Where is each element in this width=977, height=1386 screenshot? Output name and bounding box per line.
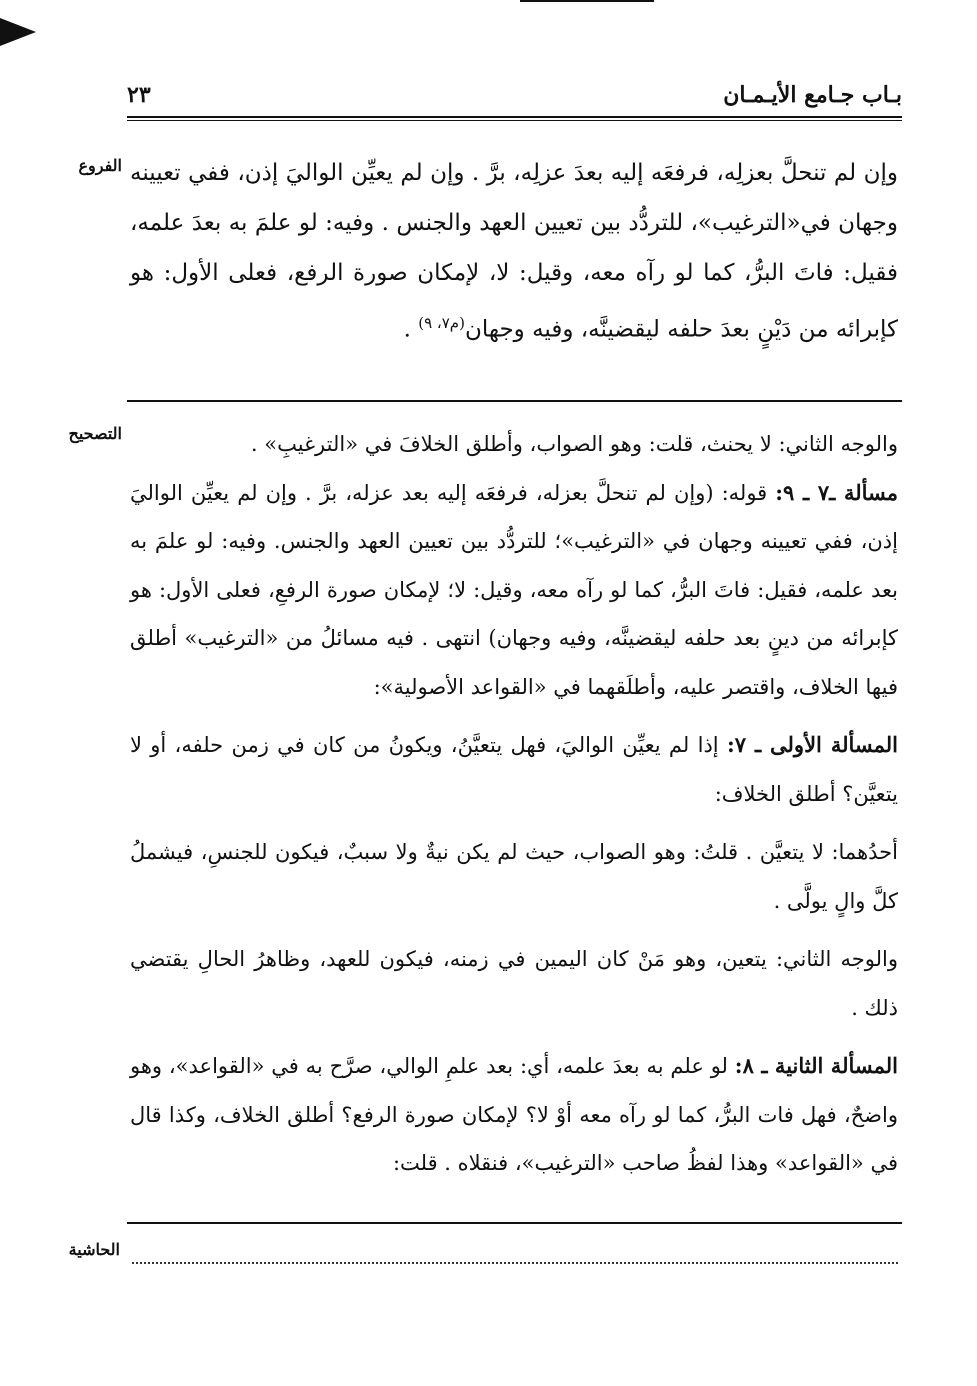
chapter-title: بـاب جـامع الأيـمـان (723, 82, 902, 108)
section-divider (127, 400, 902, 402)
section-label-furu: الفروع (78, 156, 122, 175)
issue-text: قوله: (وإن لم تنحلَّ بعزله، فرفعَه إليه بعد عزله، برَّ . وإن لم يعيِّن الواليَ إذن، ففي تعيينه وجهان في «الترغيب»؛ للتردُّد بين تعيين العهد والجنس. وفيه: لو علمَ به بعد علمه، فقيل: فاتَ البرُّ، كما لو رآه معه، وقيل: لا؛ لإمكان صورة الرفعِ، فعلى الأول: هو كإبرائه من دينٍ بعد حلفه ليقضينَّه، وفيه وجهان) انتهى . فيه مسائلُ من «الترغيب» أطلق فيها الخلاف، واقتصر عليه، وأطلَقهما في «القواعد الأصولية»: (130, 480, 898, 699)
tashih-paragraph-5: والوجه الثاني: يتعين، وهو مَنْ كان اليمين في زمنه، فيكون للعهد، وظاهرُ الحالِ يقتضي ذلك . (130, 947, 898, 1020)
page-header (127, 80, 902, 114)
footnote-ref: (م٧، ٩) (418, 314, 465, 332)
footer-divider (127, 1222, 902, 1224)
tashih-paragraph-1: والوجه الثاني: لا يحنث، قلت: وهو الصواب، وأطلق الخلافَ في «الترغيبِ» . (250, 432, 898, 456)
top-rule (520, 0, 654, 2)
furu-end: . (403, 316, 411, 343)
tashih-paragraph-4: أحدُهما: لا يتعيَّن . قلتُ: وهو الصواب، حيث لم يكن نيةٌ ولا سببٌ، فيكون للجنسِ، فيشملُ كلَّ والٍ يولَّى . (130, 840, 898, 913)
header-rule (127, 116, 902, 118)
section-label-tashih: التصحيح (68, 424, 122, 443)
corner-arrow-icon (0, 18, 36, 46)
section-label-hashiya: الحاشية (68, 1240, 120, 1259)
furu-paragraph (130, 148, 898, 355)
hashiya-dotted-line (132, 1262, 898, 1264)
tashih-text-block (130, 420, 898, 1188)
page-number: ٢٣ (127, 82, 151, 108)
second-issue-text: لو علم به بعدَ علمه، أي: بعد علمِ الوالي، صرَّح به في «القواعد»، وهو واضحٌ، فهل فات البرُّ، كما لو رآه معه أوْ لا؟ لإمكان صورة الرفع؟ أطلق الخلاف، وكذا قال في «القواعد» وهذا لفظُ صاحب «الترغيب»، فنقلاه . قلت: (130, 1054, 898, 1175)
tashih-paragraph-3 (130, 721, 898, 818)
tashih-paragraph-2 (130, 469, 898, 712)
furu-text: وإن لم تنحلَّ بعزلِه، فرفعَه إليه بعدَ عزلِه، برَّ . وإن لم يعيِّن الواليَ إذن، ففي تعيينه وجهان في«الترغيب»، للتردُّد بين تعيين العهد والجنس . وفيه: لو علمَ به بعدَ علمه، فقيل: فاتَ البرُّ، كما لو رآه معه، وقيل: لا، لإمكان صورة الرفع، فعلى الأول: هو كإبرائه من دَيْنٍ بعدَ حلفه ليقضينَّه، وفيه وجهان (130, 160, 898, 343)
first-issue-heading: المسألة الأولى ـ ٧: (726, 732, 898, 757)
second-issue-heading: المسألة الثانية ـ ٨: (734, 1053, 898, 1078)
furu-text-block (130, 148, 898, 355)
header-rule-thin (127, 120, 902, 121)
tashih-paragraph-6 (130, 1042, 898, 1188)
issue-heading: مسألة ـ٧ ـ ٩: (775, 479, 898, 505)
first-issue-text: إذا لم يعيِّن الواليَ، فهل يتعيَّنُ، ويكونُ من كان في زمن حلفه، أو لا يتعيَّن؟ أطلق الخلاف: (130, 733, 898, 806)
